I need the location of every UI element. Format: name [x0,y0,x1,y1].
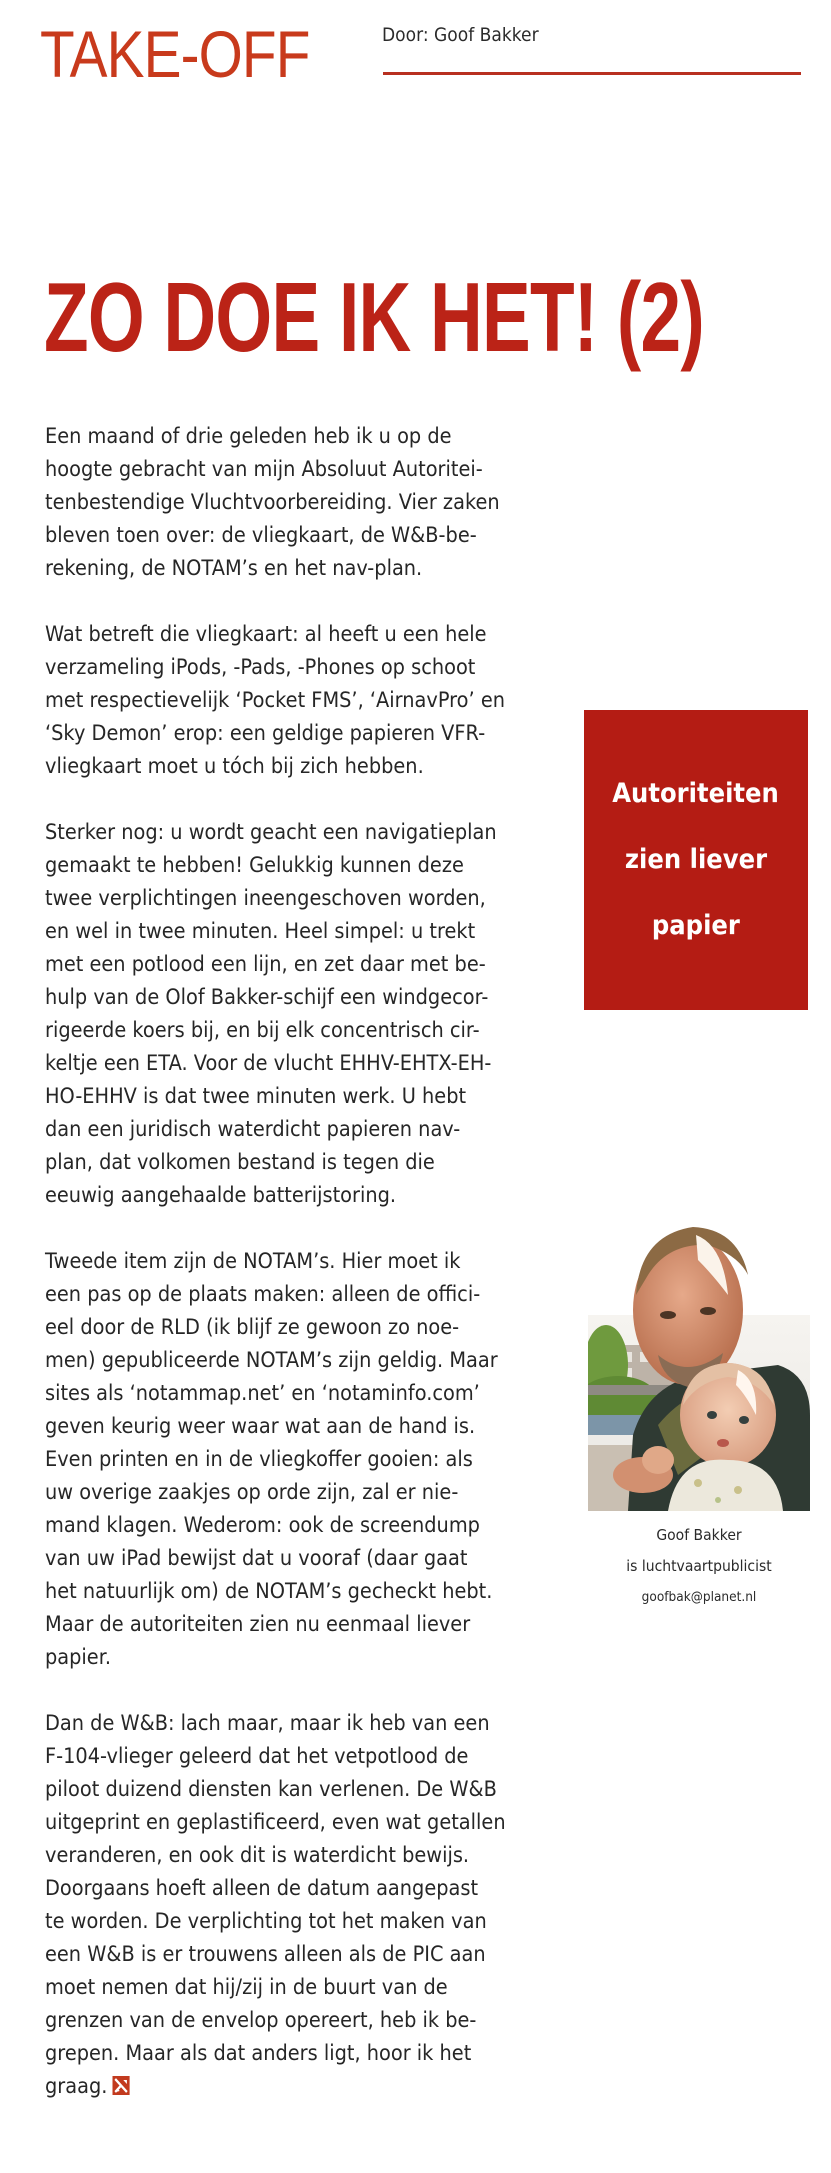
text-line: uw overige zaakjes op orde zijn, zal er nie- [45,1480,459,1505]
text-line: geven keurig weer waar wat aan de hand is. [45,1414,476,1439]
text-line: Doorgaans hoeft alleen de datum aangepast [45,1876,479,1901]
section-label: TAKE-OFF [40,17,310,91]
text-line: Tweede item zijn de NOTAM’s. Hier moet ik [45,1249,461,1274]
text-line: en wel in twee minuten. Heel simpel: u trekt [45,919,476,944]
text-line: piloot duizend diensten kan verlenen. De W&B [45,1777,497,1802]
text-line: tenbestendige Vluchtvoorbereiding. Vier zaken [45,490,500,515]
paragraph-1 [45,420,565,585]
text-line: Wat betreft die vliegkaart: al heeft u een hele [45,622,487,647]
text-line: sites als ‘notammap.net’ en ‘notaminfo.com’ [45,1381,480,1406]
text-line: vliegkaart moet u tóch bij zich hebben. [45,754,424,779]
text-line: een W&B is er trouwens alleen als de PIC aan [45,1942,486,1967]
text-line: met respectievelijk ‘Pocket FMS’, ‘AirnavPro’ en [45,688,505,713]
text-line: uitgeprint en geplastificeerd, even wat getallen [45,1810,506,1835]
text-line: Even printen en in de vliegkoffer gooien: als [45,1447,473,1472]
text-line: van uw iPad bewijst dat u vooraf (daar gaat [45,1546,468,1571]
text-line: Maar de autoriteiten zien nu eenmaal liever [45,1612,471,1637]
article-body [45,420,565,2136]
text-line-last [45,2070,513,2103]
pull-quote-line: zien liever [624,844,768,875]
paragraph-2 [45,618,565,783]
article-title: ZO DOE IK HET! (2) [44,262,704,372]
text-line: papier. [45,1645,112,1670]
author-photo [588,1215,810,1511]
text-line: dan een juridisch waterdicht papieren nav- [45,1117,461,1142]
caption-name: Goof Bakker [656,1526,742,1544]
text-line: te worden. De verplichting tot het maken van [45,1909,487,1934]
text-line: hulp van de Olof Bakker-schijf een windgecor- [45,985,489,1010]
text-line: hoogte gebracht van mijn Absoluut Autoritei- [45,457,483,482]
text-line: rigeerde koers bij, en bij elk concentrisch cir- [45,1018,480,1043]
text-line: eeuwig aangehaalde batterijstoring. [45,1183,397,1208]
text-line: men) gepubliceerde NOTAM’s zijn geldig. Maar [45,1348,498,1373]
caption-role: is luchtvaartpublicist [626,1557,772,1575]
text-line: met een potlood een lijn, en zet daar met be- [45,952,486,977]
text-line: Sterker nog: u wordt geacht een navigatieplan [45,820,497,845]
text-line: rekening, de NOTAM’s en het nav-plan. [45,556,423,581]
paragraph-4 [45,1245,565,1674]
text-line: verzameling iPods, -Pads, -Phones op schoot [45,655,476,680]
text-line: keltje een ETA. Voor de vlucht EHHV-EHTX-EH- [45,1051,492,1076]
text-line: ‘Sky Demon’ erop: een geldige papieren VFR- [45,721,486,746]
byline: Door: Goof Bakker [382,24,539,46]
paragraph-3 [45,816,565,1212]
text-line: HO-EHHV is dat twee minuten werk. U hebt [45,1084,467,1109]
text-line: eel door de RLD (ik blijf ze gewoon zo noe- [45,1315,460,1340]
text-line: het natuurlijk om) de NOTAM’s gecheckt hebt. [45,1579,493,1604]
text-line: plan, dat volkomen bestand is tegen die [45,1150,435,1175]
author-caption [588,1520,810,1613]
caption-email: goofbak@planet.nl [641,1589,757,1605]
airplane-end-mark-icon [113,2076,130,2095]
text-line: mand klagen. Wederom: ook de screendump [45,1513,480,1538]
text-line: grenzen van de envelop opereert, heb ik be- [45,2008,477,2033]
byline-divider [383,72,801,75]
text-line-content: graag. [45,2074,108,2099]
text-line: moet nemen dat hij/zij in de buurt van de [45,1975,448,2000]
text-line: gemaakt te hebben! Gelukkig kunnen deze [45,853,464,878]
text-line: F-104-vlieger geleerd dat het vetpotlood de [45,1744,469,1769]
paragraph-5 [45,1707,565,2103]
pull-quote [584,710,808,1010]
text-line: twee verplichtingen ineengeschoven worden, [45,886,486,911]
text-line: Dan de W&B: lach maar, maar ik heb van een [45,1711,490,1736]
text-line: een pas op de plaats maken: alleen de offici- [45,1282,481,1307]
text-line: veranderen, en ook dit is waterdicht bewijs. [45,1843,470,1868]
author-photo-illustration [588,1215,810,1511]
text-line: bleven toen over: de vliegkaart, de W&B-be- [45,523,477,548]
text-line: grepen. Maar als dat anders ligt, hoor ik het [45,2041,472,2066]
pull-quote-line: papier [651,910,740,941]
text-line: Een maand of drie geleden heb ik u op de [45,424,452,449]
pull-quote-line: Autoriteiten [612,778,780,809]
